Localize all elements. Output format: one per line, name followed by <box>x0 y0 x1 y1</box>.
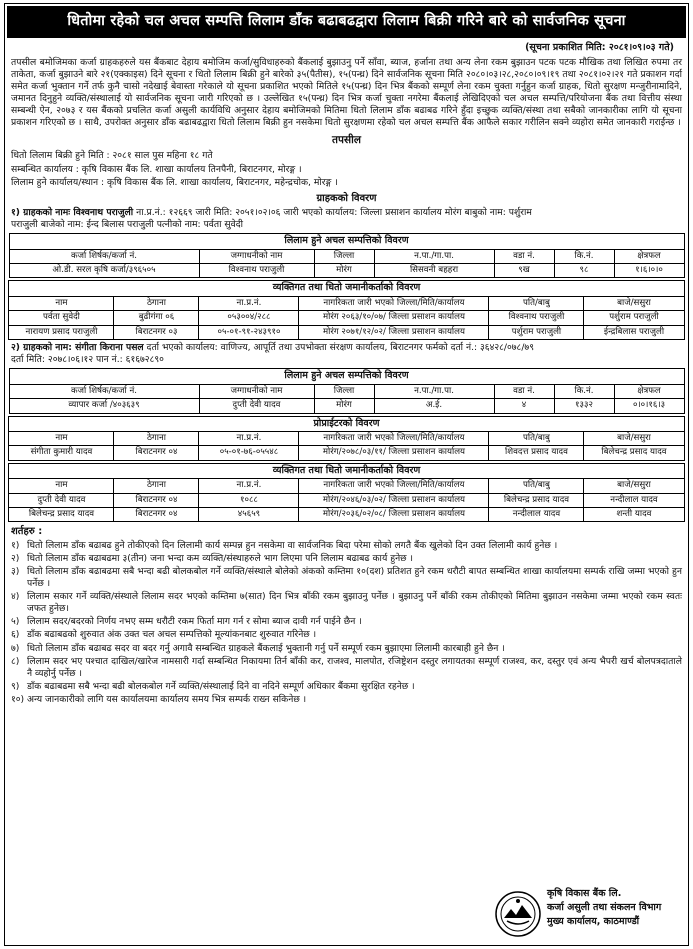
table-header: जिल्ला <box>314 249 374 263</box>
client-1-name: १) ग्राहकको नामः विश्वनाथ पराजुली <box>11 206 134 218</box>
table-header: नाम <box>9 297 114 311</box>
table-header: पति/बाबु <box>489 432 584 446</box>
condition-text: डाँक बढाबढमा सबै भन्दा बढी बोलकबोल गर्ने व्यक्ति/संस्थालाई दिने वा नदिने सम्पूर्ण अधिकार बैंकमा सुरक्षित रहनेछ । <box>27 681 415 693</box>
table-cell: ०५-०१-९१-२४३९१० <box>199 325 299 339</box>
auction-date: धितो लिलाम बिक्री हुने मिति : २०८१ साल पुस महिना १८ गते <box>11 150 213 162</box>
client-2-property-table <box>9 368 685 413</box>
client-1-property-header-row <box>9 249 684 263</box>
table-cell: ९८ <box>554 264 614 278</box>
table-cell: ४ <box>494 399 554 413</box>
table-header: नागरिकता जारी भएको जिल्ला/मिति/कार्यालय <box>299 432 489 446</box>
table-cell: पर्शुराम पराजुली <box>489 325 584 339</box>
condition-text: धितो लिलाम डाँक बढाबढ सदर वा बदर गर्नु अगावै सम्बन्धित ग्राहकले बैंकलाई भुक्तानी गर्नु पर्ने सम्पूर्ण रकम बुझाएमा लिलामी कारबाही हुने छैन । <box>27 642 505 654</box>
notice-page <box>4 3 689 946</box>
client-1-guarantor-table <box>8 280 684 340</box>
bank-logo-icon <box>495 891 541 937</box>
condition-item <box>11 681 682 693</box>
table-row <box>9 507 684 521</box>
condition-text: धितो लिलाम डाँक बढाबढमा सबै भन्दा बढी बोलकबोल गर्ने व्यक्ति/संस्थाले बोलेको अंकको कम्तिमा १०(दश) प्रतिशत हुने रकम धरौटी बापत सम्बन्धित शाखा कार्यालयमा सम्पर्क राखि जम्मा भएको हुन पर्नेछ । <box>27 565 682 589</box>
table-header: नाम <box>9 432 114 446</box>
table-header: जग्गाधनीको नाम <box>199 384 314 398</box>
table-cell: ४५६५९ <box>199 507 299 521</box>
condition-number: ४) <box>11 591 20 603</box>
client-2-proprietor-table <box>8 416 684 461</box>
client-1-info <box>5 205 688 231</box>
table-header: ना.प्र.नं. <box>199 297 299 311</box>
table-cell: नन्दीलाल यादव <box>489 507 584 521</box>
table-header: ठेगाना <box>114 432 199 446</box>
details-heading: तपसील <box>332 133 361 146</box>
published-date: (सूचना प्रकाशित मिति: २०८१।०९।०३ गते) <box>525 42 674 54</box>
condition-item <box>11 694 682 706</box>
client-2-property-header-row <box>9 384 684 398</box>
table-cell: १।६।०।० <box>614 264 684 278</box>
table-cell: ०।०।१६।३ <box>614 399 684 413</box>
table-header: नागरिकता जारी भएको जिल्ला/मिति/कार्यालय <box>299 479 489 493</box>
table-cell: दुप्ती देवी यादव <box>9 493 114 507</box>
table-cell: मोरंग <box>314 264 374 278</box>
table-header: ठेगाना <box>114 479 199 493</box>
table-header: बाजे/ससुरा <box>584 479 684 493</box>
client-2-proprietor-title: प्रोप्राईटरको विवरण <box>9 416 684 432</box>
condition-item <box>11 591 682 615</box>
client-2-guarantor-table <box>8 463 684 523</box>
table-cell: अ.ई. <box>374 399 494 413</box>
condition-number: ६) <box>11 629 20 641</box>
table-header: कर्जा शिर्षक/कर्जा नं. <box>9 384 199 398</box>
condition-number: ९) <box>11 681 20 693</box>
condition-text: लिलाम सकार गर्ने व्यक्ति/संस्थाले लिलाम सदर भएको कम्तिमा ७(सात) दिन भित्र बाँकी रकम बुझाउनु पर्नेछ । बुझाउनु पर्ने बाँकी रकम तोकीएको मितिमा बुझाउन नसकेमा जम्मा भएको रकम स्वतः जफत हुनेछ। <box>27 591 682 615</box>
client-2-proprietor-header-row <box>9 432 684 446</box>
client-1-guarantor-header-row <box>9 297 684 311</box>
conditions-title: शर्तहरु : <box>11 526 43 538</box>
notice-title-banner: धितोमा रहेको चल अचल सम्पत्ति लिलाम डाँक बढाबढद्वारा लिलाम बिक्री गरिने बारे को सार्वजनिक सूचना <box>7 6 686 38</box>
table-header: न.पा./गा.पा. <box>374 384 494 398</box>
client-2-name: २) ग्राहकको नाम: संगीता किराना पसल <box>11 342 144 354</box>
table-header: ना.प्र.नं. <box>199 432 299 446</box>
table-cell: ९ख <box>494 264 554 278</box>
condition-item <box>11 656 682 680</box>
table-header: कि.नं. <box>554 384 614 398</box>
table-header: जग्गाधनीको नाम <box>199 249 314 263</box>
table-header: वडा नं. <box>494 384 554 398</box>
table-header: क्षेत्रफल <box>614 249 684 263</box>
clients-heading: ग्राहकको विवरण <box>316 192 377 204</box>
condition-number: ७) <box>11 642 20 654</box>
table-cell: पर्वता सुवेदी <box>9 311 114 325</box>
signature-block <box>495 887 685 943</box>
table-cell: ओ.डी. सरल कृषि कर्जा/३९६५०५ <box>9 264 199 278</box>
condition-text: लिलाम सदर/बदरको निर्णय नभए सम्म धरौटी रकम फिर्ता माग गर्न र सोमा ब्याज दावी गर्न पाईने छैन । <box>27 616 362 628</box>
condition-text: अन्य जानकारीको लागि यस कार्यालयमा कार्यालय समय भित्र सम्पर्क राख्न सकिनेछ । <box>27 694 307 706</box>
table-cell: नारायण प्रसाद पराजुली <box>9 325 114 339</box>
table-cell: बिराटनगर ०३ <box>114 325 199 339</box>
intro-paragraph: तपसील बमोजिमका कर्जा ग्राहकहरुले यस बैंकबाट देहाय बमोजिम कर्जा/सुविधाहरुको बैंकलाई बुझाउनु पर्ने साँवा, ब्याज, हर्जाना तथा अन्य लेना रकम बुझाउन पटक पटक मौखिक तथा लिखित रुपमा तर ताकेता, कर्जा बुझाउने बारे २१(एक्काइस) दिने सूचना र धितो लिलाम बिक्री हुने बारेको ३५(पैतीस), १५(पन्ध्र) दिने सार्वजनिक सूचना मिति २०८०।०३।२८,२०८०।०९।१९ तथा २०८१।०२।२१ गते प्रकाशन गर्दा समेत कर्जा भुक्तान गर्ने तर्फ कुनै चासो नदेखाई बेवास्ता गरेकाले यो सूचना प्रकाशित भएको मितिले १५(पन्ध्र) दिन भित्र बैंकको सम्पूर्ण लेना रकम चुक्ता गर्नुहुन कर्जा ग्राहक, धितो सुरक्षण मन्जुरीनामादिने, जमानत दिनुहुने व्यक्ति/संस्थालाई यो सार्वजनिक सूचना जारी गरिएको छ । उल्लेखित १५(पन्ध्र) दिन भित्र कर्जा चुक्ता नगरेमा बैंकलाई लेखिदिएको चल अचल सम्पत्ति/परियोजना बैंक तथा वित्तीय संस्था सम्बन्धी ऐन, २०७३ र यस बैंकको प्रचलित कर्जा असुली कार्यविधि अनुसार देहाय बमोजिमको मितिमा धितो लिलाम डाँक बढाबढ गरिने हुँदा इच्छुक व्यक्ति/संस्था तथा सबैको जानकारीका लागि यो सूचना प्रकाशन गरिएको छ । साथै, उपरोक्त अनुसार डाँक बढाबढद्वारा धितो लिलाम बिक्री हुन नसकेमा धितो सुरक्षणमा रहेको चल अचल सम्पत्ति बैंक आफैले सकार गरीलिन सक्ने व्यहोरा समेत जानकारी गराईन्छ । <box>11 56 682 129</box>
client-2-guarantor-title: व्यक्तिगत तथा धितो जमानीकर्ताको विवरण <box>9 463 684 479</box>
condition-number: ३) <box>11 565 20 577</box>
table-cell: मोरंग २०६३/१०/०७/ जिल्ला प्रसाशन कार्यालय <box>299 311 489 325</box>
table-header: बाजे/ससुरा <box>584 432 684 446</box>
table-header: पति/बाबु <box>489 479 584 493</box>
condition-item <box>11 616 682 628</box>
table-header: बाजे/ससुरा <box>584 297 684 311</box>
table-row <box>9 325 684 339</box>
table-header: न.पा./गा.पा. <box>374 249 494 263</box>
table-cell: मोरंग <box>314 399 374 413</box>
table-cell: १३३२ <box>554 399 614 413</box>
auction-place: लिलाम हुने कार्यालय/स्थान : कृषि विकास बैंक लि. शाखा कार्यालय, बिराटनगर, महेन्द्रचोक, मोरङ्ग । <box>11 176 338 188</box>
condition-number: ८) <box>11 655 20 667</box>
table-row <box>9 264 684 278</box>
table-cell: मोरंग/२०७८/०३/११/ जिल्ला प्रसाशन कार्यालय <box>299 446 489 460</box>
table-row <box>9 446 684 460</box>
table-cell: विश्वनाथ पराजुली <box>199 264 314 278</box>
table-cell: बिलेचन्द्र प्रसाद यादव <box>489 493 584 507</box>
client-2-registration: दर्ता मिति: २०७८।०६।१२ पान नं.: ६१६७२८९० <box>11 354 164 366</box>
condition-item <box>11 629 682 641</box>
client-1-property-table <box>9 233 685 278</box>
table-row <box>9 493 684 507</box>
table-cell: व्यापार कर्जा /४०३६३९ <box>9 399 199 413</box>
table-header: ना.प्र.नं. <box>199 479 299 493</box>
table-row <box>9 311 684 325</box>
condition-text: धितो लिलाम डाँक बढाबढ हुने तोकीएको दिन लिलामी कार्य सम्पन्न हुन नसकेमा वा सार्वजनिक बिदा परेमा सोको लगतै बैंक खुलेको दिन उक्त लिलामी कार्य हुनेछ । <box>27 539 558 551</box>
condition-text: धितो लिलाम डाँक बढाबढमा ३(तीन) जना भन्दा कम व्यक्ति/संस्थाहरुले भाग लिएमा पनि लिलाम बढाबढ कार्य हुनेछ । <box>27 552 414 564</box>
client-1-property-title: लिलाम हुने अचल सम्पत्तिको विवरण <box>9 234 684 250</box>
table-cell: ईन्द्रबिलास पराजुली <box>584 325 684 339</box>
table-row <box>9 399 684 413</box>
table-header: कर्जा शिर्षक/कर्जा नं. <box>9 249 199 263</box>
condition-item <box>11 566 682 590</box>
table-cell: नन्दीलाल यादव <box>584 493 684 507</box>
table-cell: बिलेचन्द्र प्रसाद यादव <box>9 507 114 521</box>
table-cell: संगीता कुमारी यादव <box>9 446 114 460</box>
table-cell: ०५३००४/२८८ <box>199 311 299 325</box>
table-cell: शन्ती यादव <box>584 507 684 521</box>
condition-number: ५) <box>11 616 20 628</box>
auction-info <box>5 147 688 188</box>
condition-item <box>11 643 682 655</box>
related-office: सम्बन्धित कार्यालय : कृषि विकास बैंक लि. शाखा कार्यालय तिनपैनी, बिराटनगर, मोरङ्ग । <box>11 163 302 175</box>
table-header: पति/बाबु <box>489 297 584 311</box>
condition-text: लिलाम सदर भए पश्चात दाखिल/खारेज नामसारी गर्दा सम्बन्धित निकायमा तिर्न बाँकी कर, राजश्व, मालपोत, रजिष्ट्रेशन दस्तुर लगायतका सम्पूर्ण राजश्व, कर, दस्तुर एवं अन्य भैपरी खर्च बोलपत्रदाताले नै व्यहोर्नु पर्नेछ । <box>27 655 682 679</box>
table-header: नागरिकता जारी भएको जिल्ला/मिति/कार्यालय <box>299 297 489 311</box>
condition-item <box>11 553 682 565</box>
table-header: क्षेत्रफल <box>614 384 684 398</box>
table-cell: दुप्ती देवी यादव <box>199 399 314 413</box>
client-2-info <box>5 340 688 366</box>
signature-text <box>547 887 661 928</box>
conditions-section <box>5 522 688 706</box>
table-header: नाम <box>9 479 114 493</box>
table-cell: बुढीगंगा ०६ <box>114 311 199 325</box>
table-cell: विश्वनाथ पराजुली <box>489 311 584 325</box>
office-name: मुख्य कार्यालय, काठमाण्डौं <box>547 915 640 927</box>
table-cell: शिवदत्त प्रसाद यादव <box>489 446 584 460</box>
table-cell: बिराटनगर ०४ <box>114 446 199 460</box>
client-2-guarantor-header-row <box>9 479 684 493</box>
table-header: कि.नं. <box>554 249 614 263</box>
table-header: वडा नं. <box>494 249 554 263</box>
table-cell: १०८८ <box>199 493 299 507</box>
client-1-guarantor-title: व्यक्तिगत तथा धितो जमानीकर्ताको विवरण <box>9 281 684 297</box>
condition-number: १०) <box>11 694 25 706</box>
table-cell: सिसवनी बहहरा <box>374 264 494 278</box>
condition-text: डाँक बढाबढको शुरुवात अंक उक्त चल अचल सम्पत्तिको मूल्यांकनबाट शुरुवात गरिनेछ । <box>27 629 317 641</box>
table-cell: बिराटनगर ०४ <box>114 507 199 521</box>
table-cell: पर्शुराम पराजुली <box>584 311 684 325</box>
condition-number: २) <box>11 552 20 564</box>
client-1-family: पराजुली बाजेको नाम: ईन्द बिलास पराजुली पत्नीको नाम: पर्वता सुवेदी <box>11 219 244 231</box>
condition-item <box>11 540 682 552</box>
table-cell: ०५-०१-७६-०५५४८ <box>199 446 299 460</box>
client-2-details: दर्ता भएको कार्यालय: वाणिज्य, आपूर्ति तथा उपभोक्ता संरक्षण कार्यालय, बिराटनगर फर्मको दर्ता नं.: ३६४२८/०७८/७९ <box>143 342 534 354</box>
client-1-details: ना.प्र.नं.: १२६६९ जारी मिति: २०५१।०२।०६ जारी भएको कार्यालय: जिल्ला प्रसाशन कार्यालय मोरंग बाबुको नाम: पर्शुराम <box>133 206 532 218</box>
table-header: जिल्ला <box>314 384 374 398</box>
client-2-property-title: लिलाम हुने अचल सम्पत्तिको विवरण <box>9 369 684 385</box>
table-cell: मोरंग २०७१/१२/०२/ जिल्ला प्रसाशन कार्यालय <box>299 325 489 339</box>
table-cell: मोरंग/२०४६/०३/०२/ जिल्ला प्रसाशन कार्यालय <box>299 493 489 507</box>
condition-number: १) <box>11 539 20 551</box>
department-name: कर्जा असुली तथा संकलन विभाग <box>547 901 662 913</box>
table-cell: बिराटनगर ०४ <box>114 493 199 507</box>
table-cell: मोरंग/२०३६/०२/०८/ जिल्ला प्रसाशन कार्यालय <box>299 507 489 521</box>
bank-name: कृषि विकास बैंक लि. <box>547 888 622 899</box>
table-header: ठेगाना <box>114 297 199 311</box>
table-cell: बिलेचन्द्र प्रसाद यादव <box>584 446 684 460</box>
